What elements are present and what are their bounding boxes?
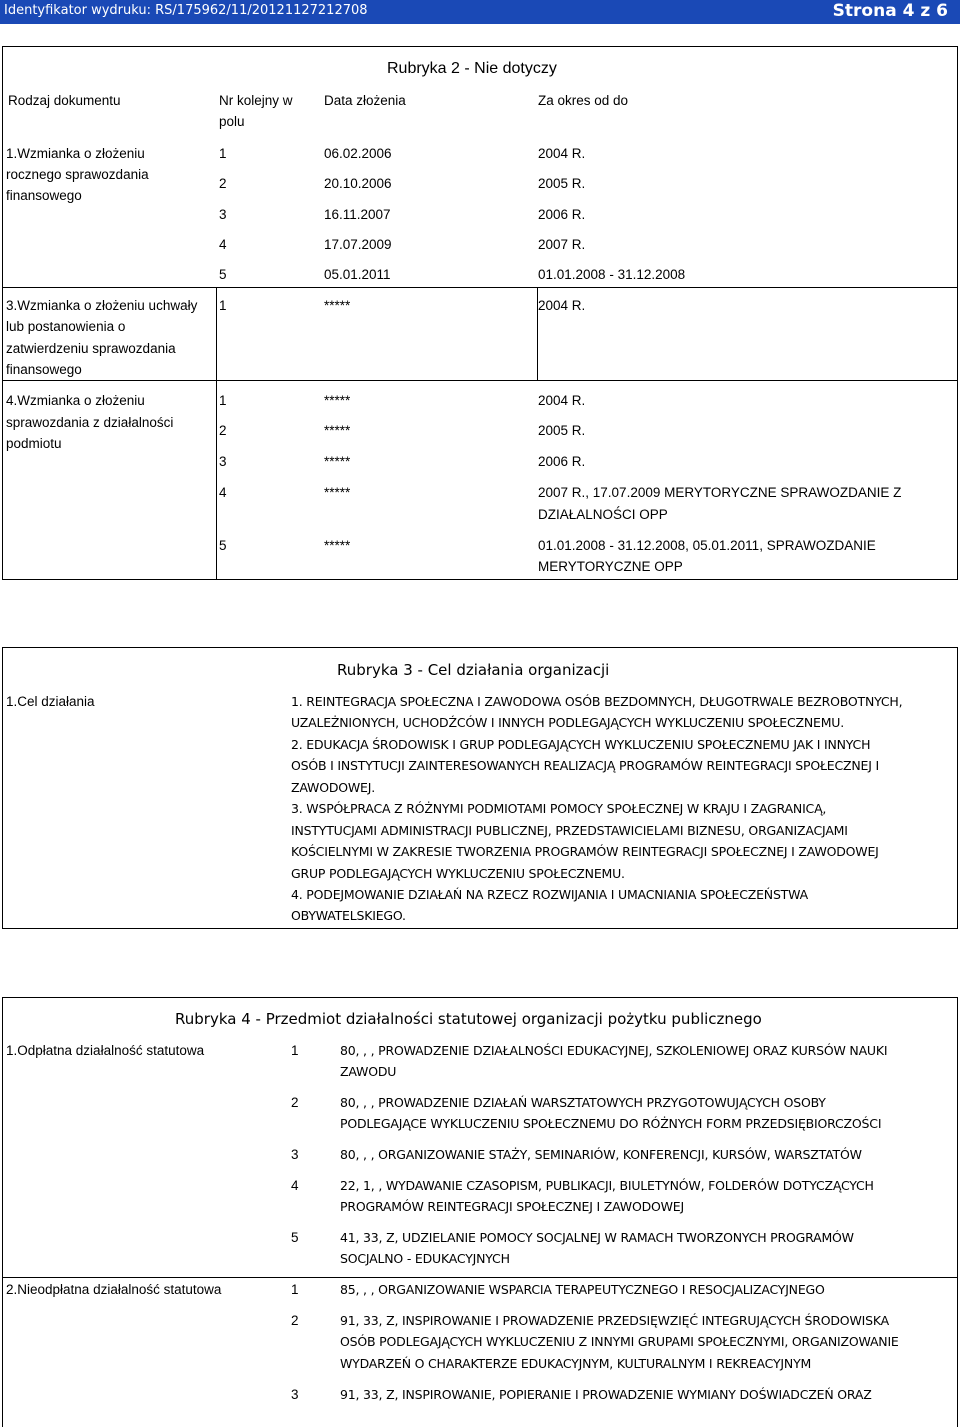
col-header-rodzaj: Rodzaj dokumentu [8,93,121,108]
rubryka4-divider [2,1277,958,1278]
rubryka2-divider-h2 [2,380,958,381]
item-text: PODLEGAJĄCE WYKLUCZENIU SPOŁECZNEMU DO RÓŻNYCH FORM PRZEDSIĘBIORCZOŚCI [340,1116,882,1131]
purpose-line: UZALEŻNIONYCH, UCHODŹCÓW I INNYCH PODLEGAJĄCYCH WYKLUCZENIU SPOŁECZNEMU. [291,715,845,730]
item-nr: 1 [291,1043,299,1058]
item-text: 85, , , ORGANIZOWANIE WSPARCIA TERAPEUTYCZNEGO I RESOCJALIZACYJNEGO [340,1282,825,1297]
item-nr: 1 [291,1282,299,1297]
group3-label-line3: zatwierdzeniu sprawozdania [6,341,176,356]
row-date: ***** [324,485,351,500]
purpose-line: OBYWATELSKIEGO. [291,908,406,923]
group3-label-line4: finansowego [6,362,82,377]
row-nr: 2 [219,176,227,191]
item-text: 22, 1, , WYDAWANIE CZASOPISM, PUBLIKACJI, BIULETYNÓW, FOLDERÓW DOTYCZĄCYCH [340,1178,874,1193]
group1-label-line1: 1.Wzmianka o złożeniu [6,146,145,161]
purpose-line: 1. REINTEGRACJA SPOŁECZNA I ZAWODOWA OSÓB BEZDOMNYCH, DŁUGOTRWALE BEZROBOTNYCH, [291,694,903,709]
row-date: 20.10.2006 [324,176,392,191]
row-period: 2006 R. [538,207,586,222]
purpose-line: GRUP PODLEGAJĄCYCH WYKLUCZENIU SPOŁECZNEMU. [291,866,625,881]
row-period: 01.01.2008 - 31.12.2008, 05.01.2011, SPRAWOZDANIE [538,538,876,553]
rubryka2-title: Rubryka 2 - Nie dotyczy [387,60,557,77]
group4-label-line3: podmiotu [6,436,62,451]
row-nr: 3 [219,207,227,222]
print-header-bar [0,0,960,24]
rubryka2-divider-h1 [2,287,958,288]
row-period-cont: DZIAŁALNOŚCI OPP [538,507,668,522]
row-period: 2005 R. [538,176,586,191]
item-nr: 2 [291,1313,299,1328]
item-text: 80, , , PROWADZENIE DZIAŁAŃ WARSZTATOWYCH PRZYGOTOWUJĄCYCH OSOBY [340,1095,826,1110]
item-text: SOCJALNO - EDUKACYJNYCH [340,1251,510,1266]
item-nr: 5 [291,1230,299,1245]
item-text: OSÓB PODLEGAJĄCYCH WYKLUCZENIU Z INNYMI GRUPAMI SPOŁECZNYMI, ORGANIZOWANIE [340,1334,899,1349]
row-date: ***** [324,298,351,313]
purpose-line: 2. EDUKACJA ŚRODOWISK I GRUP PODLEGAJĄCYCH WYKLUCZENIU SPOŁECZNEMU JAK I INNYCH [291,737,871,752]
row-nr: 3 [219,454,227,469]
row-nr: 5 [219,538,227,553]
row-period: 2007 R., 17.07.2009 MERYTORYCZNE SPRAWOZDANIE Z [538,485,902,500]
print-identifier: Identyfikator wydruku: RS/175962/11/20121127212708 [4,3,368,18]
row-nr: 1 [219,146,227,161]
rubryka4-title: Rubryka 4 - Przedmiot działalności statutowej organizacji pożytku publicznego [175,1010,762,1028]
row-period: 01.01.2008 - 31.12.2008 [538,267,686,282]
rubryka2-divider [216,287,217,580]
item-text: 80, , , PROWADZENIE DZIAŁALNOŚCI EDUKACYJNEJ, SZKOLENIOWEJ ORAZ KURSÓW NAUKI [340,1043,888,1058]
row-period: 2006 R. [538,454,586,469]
row-period: 2004 R. [538,298,586,313]
row-nr: 1 [219,393,227,408]
row-nr: 5 [219,267,227,282]
item-text: 91, 33, Z, INSPIROWANIE I PROWADZENIE PRZEDSIĘWZIĘĆ INTEGRUJĄCYCH ŚRODOWISKA [340,1313,889,1328]
row-date: 06.02.2006 [324,146,392,161]
group4-label-line1: 4.Wzmianka o złożeniu [6,393,145,408]
row-date: 05.01.2011 [324,267,391,282]
row-period: 2004 R. [538,393,586,408]
row-period: 2004 R. [538,146,586,161]
group4-label-line2: sprawozdania z działalności [6,415,174,430]
row-period: 2005 R. [538,423,586,438]
purpose-line: 3. WSPÓŁPRACA Z RÓŻNYMI PODMIOTAMI POMOCY SPOŁECZNEJ W KRAJU I ZAGRANICĄ, [291,801,827,816]
item-text: PROGRAMÓW REINTEGRACJI SPOŁECZNEJ I ZAWODOWEJ [340,1199,684,1214]
purpose-line: 4. PODEJMOWANIE DZIAŁAŃ NA RZECZ ROZWIJANIA I UMACNIANIA SPOŁECZEŃSTWA [291,887,808,902]
purpose-line: INSTYTUCJAMI ADMINISTRACJI PUBLICZNEJ, PRZEDSTAWICIELAMI BIZNESU, ORGANIZACJAMI [291,823,848,838]
item-text: 80, , , ORGANIZOWANIE STAŻY, SEMINARIÓW, KONFERENCJI, KURSÓW, WARSZTATÓW [340,1147,862,1162]
purpose-line: OSÓB I INSTYTUCJI ZAINTERESOWANYCH REALIZACJĄ PROGRAMÓW REINTEGRACJI SPOŁECZNEJ I [291,758,879,773]
group1-label-line3: finansowego [6,188,82,203]
row-date: ***** [324,423,351,438]
row-date: ***** [324,454,351,469]
section-label: 1.Odpłatna działalność statutowa [6,1043,205,1058]
group1-label-line2: rocznego sprawozdania [6,167,149,182]
row-period: 2007 R. [538,237,586,252]
row-nr: 1 [219,298,227,313]
group3-label-line2: lub postanowienia o [6,319,126,334]
rubryka3-title: Rubryka 3 - Cel działania organizacji [337,661,610,679]
rubryka3-label: 1.Cel działania [6,694,95,709]
col-header-okres: Za okres od do [538,93,629,108]
item-nr: 3 [291,1387,299,1402]
col-header-data: Data złożenia [324,93,406,108]
purpose-line: ZAWODOWEJ. [291,780,376,795]
row-date: 16.11.2007 [324,207,391,222]
item-text: WYDARZEŃ O CHARAKTERZE EDUKACYJNYM, KULTURALNYM I REKREACYJNYM [340,1356,812,1371]
item-text: 91, 33, Z, INSPIROWANIE, POPIERANIE I PROWADZENIE WYMIANY DOŚWIADCZEŃ ORAZ [340,1387,872,1402]
item-text: ZAWODU [340,1064,397,1079]
col-header-nr: Nr kolejny w [219,93,293,108]
row-nr: 4 [219,485,227,500]
item-nr: 3 [291,1147,299,1162]
row-period-cont: MERYTORYCZNE OPP [538,559,683,574]
row-date: 17.07.2009 [324,237,392,252]
row-date: ***** [324,538,351,553]
item-nr: 4 [291,1178,299,1193]
page-number: Strona 4 z 6 [832,1,948,21]
purpose-line: KOŚCIELNYMI W ZAKRESIE TWORZENIA PROGRAMÓW REINTEGRACJI SPOŁECZNEJ I ZAWODOWEJ [291,844,879,859]
item-nr: 2 [291,1095,299,1110]
row-nr: 4 [219,237,227,252]
col-header-polu: polu [219,114,245,129]
group3-label-line1: 3.Wzmianka o złożeniu uchwały [6,298,198,313]
row-date: ***** [324,393,351,408]
section-label: 2.Nieodpłatna działalność statutowa [6,1282,222,1297]
item-text: 41, 33, Z, UDZIELANIE POMOCY SOCJALNEJ W RAMACH TWORZONYCH PROGRAMÓW [340,1230,854,1245]
row-nr: 2 [219,423,227,438]
